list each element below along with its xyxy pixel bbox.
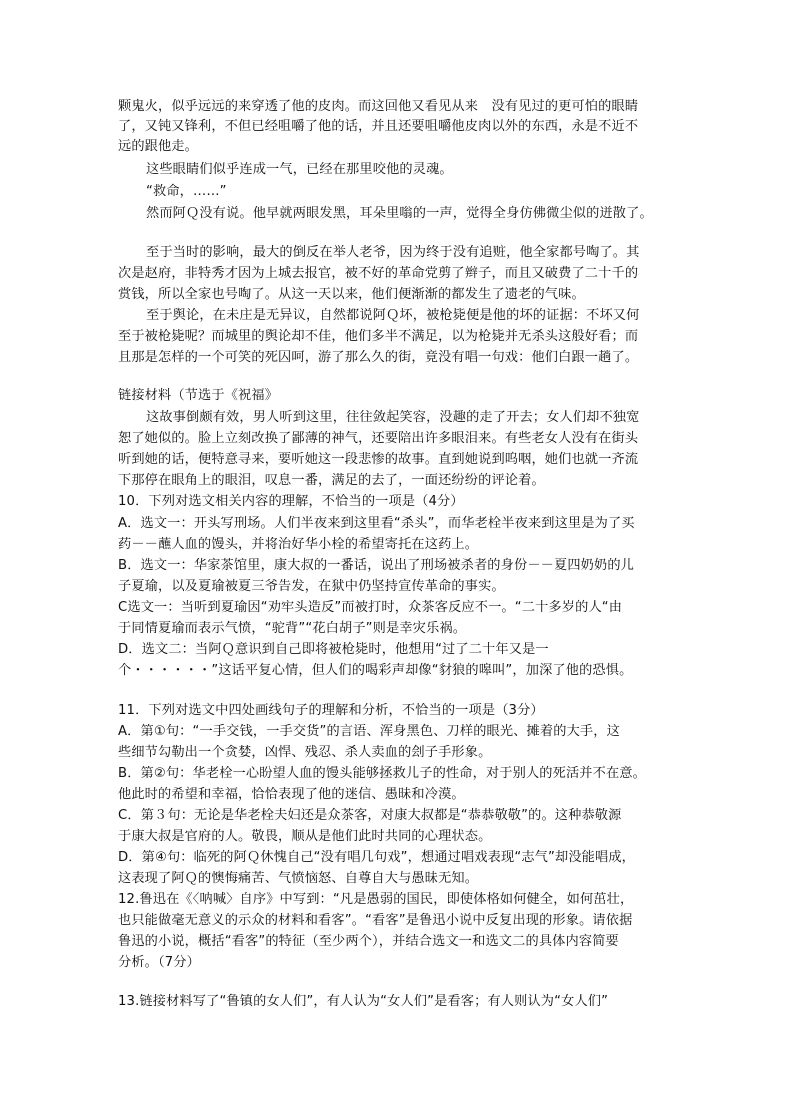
option-line: D．选文二：当阿Ｑ意识到自己即将被枪毙时，他想用“过了二十年又是一 [118,642,549,657]
text-line: 鲁迅的小说，概括“看客”的特征（至少两个），并结合选文一和选文二的具体内容简要 [118,934,619,949]
text-line: 次是赵府，非特秀才因为上城去报官，被不好的革命党剪了辫子，而且又破费了二十千的 [118,266,639,281]
text-line: 颗鬼火，似乎远远的来穿透了他的皮肉。而这回他又看见从来 没有见过的更可怕的眼睛 [118,99,639,114]
question-title: 13.链接材料写了“鲁镇的女人们”，有人认为“女人们”是看客；有人则认为“女人们” [118,994,609,1009]
option-line: A．第①句：“一手交钱，一手交货”的言语、浑身黑色、刀样的眼光、摊着的大手，这 [118,724,620,739]
text-line: 下那停在眼角上的眼泪，叹息一番，满足的去了，一面还纷纷的评论着。 [118,473,545,488]
option-line: 个・・・・・・”这话平复心情，但人们的喝彩声却像“豺狼的嗥叫”，加深了他的恐惧。 [118,663,633,678]
option-line: B．第②句：华老栓一心盼望人血的馒头能够拯救儿子的性命，对于别人的死活并不在意。 [118,766,646,781]
question-title: 10．下列对选文相关内容的理解，不恰当的一项是（4分） [118,494,464,509]
question-title: 11．下列对选文中四处画线句子的理解和分析，不恰当的一项是（3分） [118,703,544,718]
option-line: B．选文一：华家茶馆里，康大叔的一番话，说出了刑场被杀者的身份－－夏四奶奶的儿 [118,558,635,573]
text-line: 然而阿Ｑ没有说。他早就两眼发黑，耳朵里嗡的一声，觉得全身仿佛微尘似的迸散了。 [146,206,653,221]
option-line: 这表现了阿Ｑ的懊悔痛苦、气愤恼怒、自尊自大与愚昧无知。 [118,871,479,886]
text-line: 也只能做毫无意义的示众的材料和看客”。“看客”是鲁迅小说中反复出现的形象。请依据 [118,913,633,928]
option-line: C选文一：当听到夏瑜因“劝牢头造反”而被打时，众茶客反应不一。“二十多岁的人“由 [118,600,623,615]
text-line: 至于当时的影响，最大的倒反在举人老爷，因为终于没有追赃，他全家都号啕了。其 [146,245,640,260]
option-line: D．第④句：临死的阿Ｑ休愧自己“没有唱几句戏”，想通过唱戏表现“志气”却没能唱成， [118,850,636,865]
text-line: 至于舆论，在未庄是无异议，自然都说阿Ｑ坏，被枪毙便是他的坏的证据：不坏又何 [146,308,640,323]
option-line: 于康大叔是官府的人。敬畏，顺从是他们此时共同的心理状态。 [118,829,492,844]
text-line: 且那是怎样的一个可笑的死囚呵，游了那么久的街，竟没有唱一句戏：他们白跟一趟了。 [118,350,639,365]
option-line: 药－－蘸人血的馒头，并将治好华小栓的希望寄托在这药上。 [118,537,479,552]
option-line: 于同情夏瑜而表示气愤，“驼背”“花白胡子”则是幸灾乐祸。 [118,621,467,636]
text-line: 这故事倒颇有效，男人听到这里，往往敛起笑容，没趣的走了开去；女人们却不独宽 [146,410,640,425]
text-line: 恕了她似的。脸上立刻改换了鄙薄的神气，还要陪出许多眼泪来。有些老女人没有在街头 [118,431,639,446]
text-line: 远的跟他走。 [118,139,199,154]
option-line: A．选文一：开头写刑场。人们半夜来到这里看“杀头”，而华老栓半夜来到这里是为了买 [118,516,635,531]
text-line: “救命，……” [146,184,227,199]
text-line: 分析。（7分） [118,955,200,970]
text-line: 至于被枪毙呢？而城里的舆论却不佳，他们多半不满足，以为枪毙并无杀头这般好看；而 [118,329,639,344]
option-line: 子夏瑜，以及夏瑜被夏三爷告发，在狱中仍坚持宣传革命的事实。 [118,579,505,594]
option-line: 些细节勾勒出一个贪婪，凶悍、残忍、杀人卖血的刽子手形象。 [118,745,492,760]
question-title: 12.鲁迅在《〈呐喊〉自序》中写到：“凡是愚弱的国民，即使体格如何健全，如何茁壮， [118,892,634,907]
option-line: C．第３句：无论是华老栓夫妇还是众茶客，对康大叔都是“恭恭敬敬”的。这种恭敬源 [118,808,622,823]
section-heading: 链接材料（节选于《祝福》 [118,388,279,403]
text-line: 听到她的话，便特意寻来，要听她这一段悲惨的故事。直到她说到呜咽，她们也就一齐流 [118,452,639,467]
text-line: 赏钱，所以全家也号啕了。从这一天以来，他们便渐渐的都发生了遗老的气味。 [118,287,585,302]
option-line: 他此时的希望和幸福，恰恰表现了他的迷信、愚昧和冷漠。 [118,787,465,802]
text-line: 这些眼睛们似乎连成一气，已经在那里咬他的灵魂。 [146,162,453,177]
text-line: 了，又钝又锋利，不但已经咀嚼了他的话，并且还要咀嚼他皮肉以外的东西，永是不近不 [118,119,639,134]
